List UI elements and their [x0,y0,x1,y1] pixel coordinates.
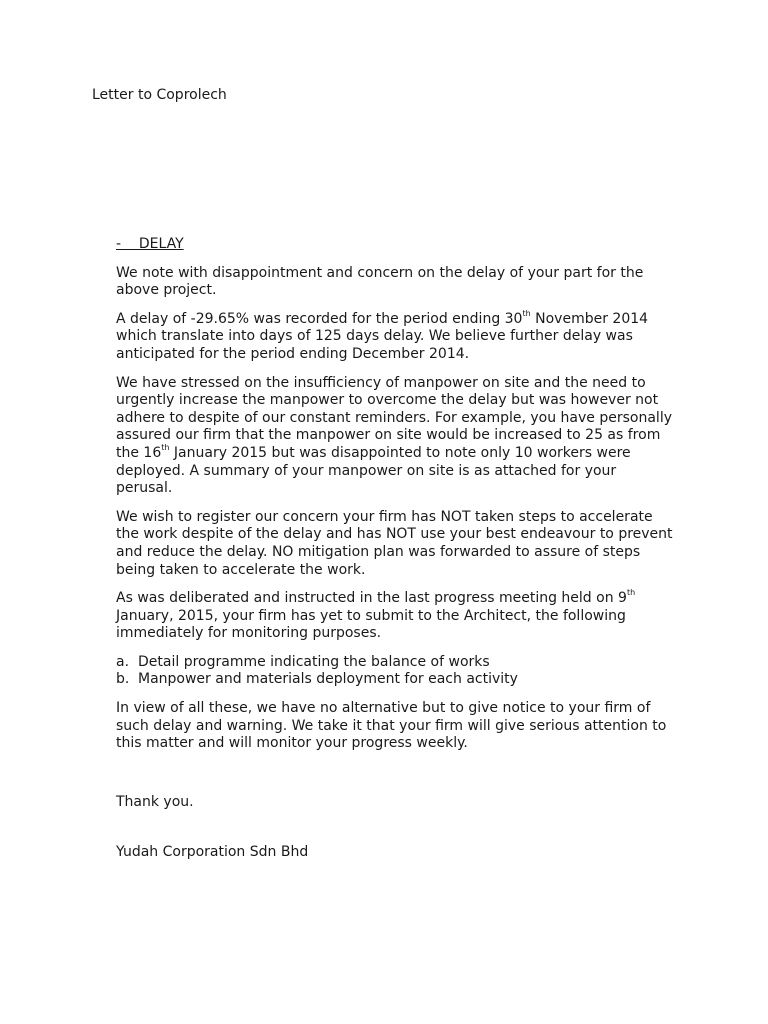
paragraph-3-text-b: January 2015 but was disappointed to note only 10 workers were deployed. A summary of your manpower on site is as attached for your perusal. [116,444,631,497]
list-item-text: Detail programme indicating the balance of works [138,653,490,670]
list-item-text: Manpower and materials deployment for each activity [138,671,518,688]
paragraph-2-text-a: A delay of -29.65% was recorded for the period ending 30 [116,310,523,327]
paragraph-5-text-a: As was deliberated and instructed in the last progress meeting held on 9 [116,590,627,607]
ordinal-suffix: th [161,443,170,453]
spacer [116,764,676,794]
list-item [116,671,676,689]
list-marker: b. [116,671,130,688]
signature-line: Yudah Corporation Sdn Bhd [116,844,309,861]
letter-body [116,236,676,862]
paragraph-2-text-b: November 2014 which translate into days of 125 days delay. We believe further delay was anticipated for the period ending December 2014. [116,310,649,362]
requirements-list [116,654,676,689]
closing-line: Thank you. [116,793,194,810]
paragraph-3-text-a: We have stressed on the insufficiency of manpower on site and the need to urgently increase the manpower to overcome the delay but was however not adhere to despite of our constant reminders. For example, you have personally assured our firm that the manpower on site would be increased to 25 as from the 16 [116,374,672,461]
list-marker: a. [116,653,130,670]
paragraph-5 [116,590,676,643]
ordinal-suffix: th [522,309,531,319]
spacer [116,811,676,844]
letter-title: Letter to Coprolech [92,87,227,103]
paragraph-6: In view of all these, we have no alternative but to give notice to your firm of such delay and warning. We take it that your firm will give serious attention to this matter and will monitor your progress weekly. [116,700,667,752]
ordinal-suffix: th [626,588,636,598]
paragraph-4: We wish to register our concern your firm has NOT taken steps to accelerate the work despite of the delay and has NOT use your best endeavour to prevent and reduce the delay. NO mitigation plan was forwarded to assure of steps being taken to accelerate the work. [116,508,673,578]
paragraph-5-text-b: January, 2015, your firm has yet to submit to the Architect, the following immediately for monitoring purposes. [116,607,626,642]
paragraph-1: We note with disappointment and concern on the delay of your part for the above project. [116,264,644,299]
section-heading: - DELAY [116,236,184,252]
list-item [116,654,676,672]
paragraph-3 [116,375,676,498]
paragraph-2 [116,311,676,364]
